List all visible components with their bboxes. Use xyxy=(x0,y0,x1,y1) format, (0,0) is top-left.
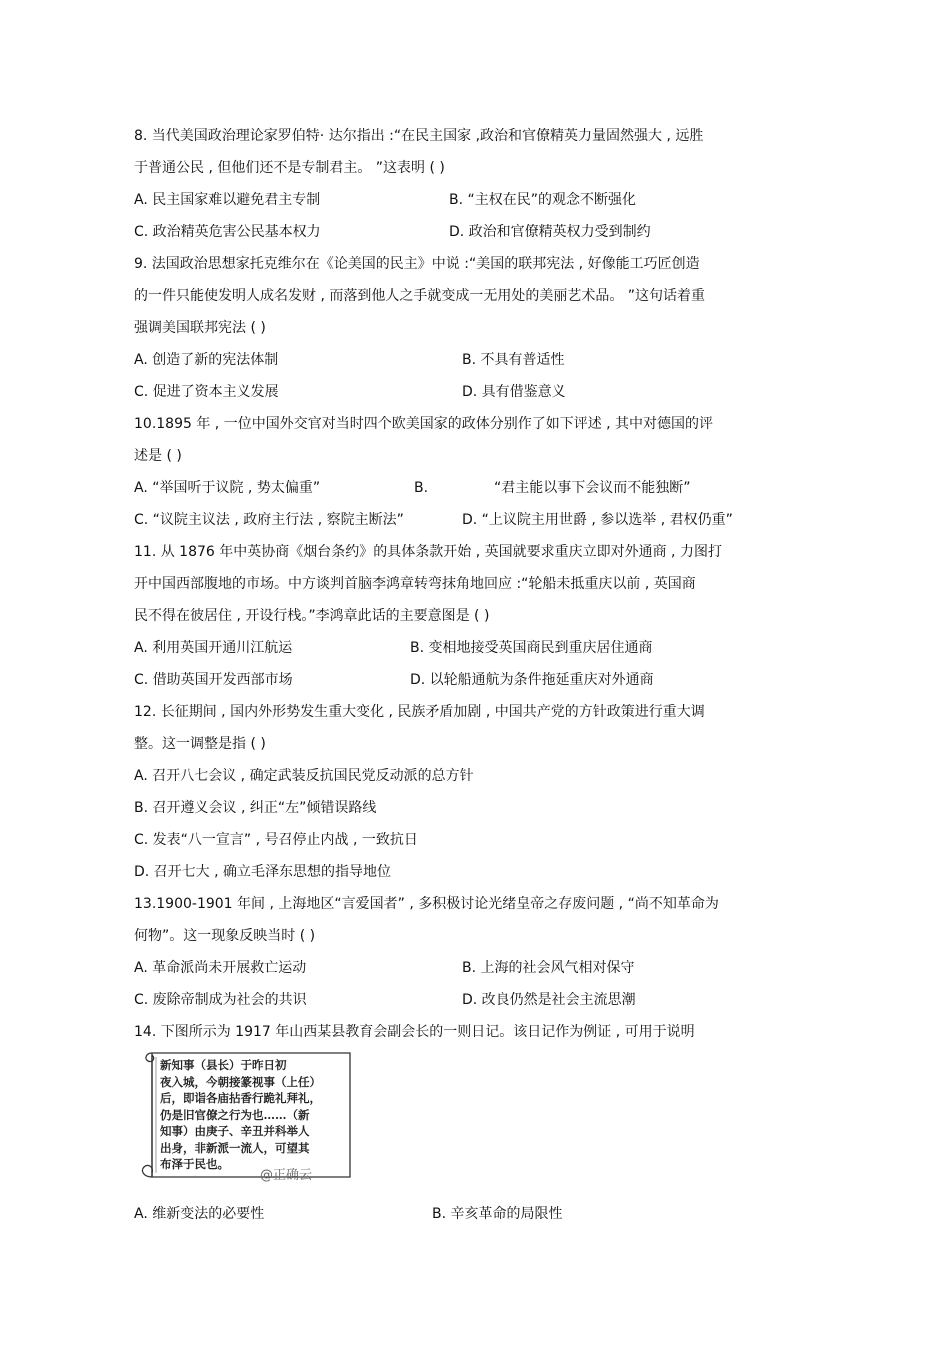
q13-option-d: D. 改良仍然是社会主流思潮 xyxy=(462,992,636,1008)
q8-option-d: D. 政治和官僚精英权力受到制约 xyxy=(449,224,651,240)
q11-stem-line1: 11. 从 1876 年中英协商《烟台条约》的具体条款开始 , 英国就要求重庆立即对外通商 , 力图打 xyxy=(134,544,722,560)
q10-option-b: B. xyxy=(414,480,429,496)
q13-stem-line1: 13.1900-1901 年间 , 上海地区“言爱国者” , 多积极讨论光绪皇帝之存废问题 , “尚不知革命为 xyxy=(134,896,719,912)
q14-option-b: B. 辛亥革命的局限性 xyxy=(432,1206,563,1222)
q12-stem-line1: 12. 长征期间 , 国内外形势发生重大变化 , 民族矛盾加剧 , 中国共产党的方针政策进行重大调 xyxy=(134,704,705,720)
diary-line: 布泽于民也。 xyxy=(160,1157,229,1171)
q11-stem-line3: 民不得在彼居住 , 开设行栈。”李鸿章此话的主要意图是 ( ) xyxy=(134,608,490,624)
diary-line: 出身，非新派一流人，可望其 xyxy=(160,1140,310,1155)
diary-text xyxy=(160,1057,350,1173)
diary-line: 知事）由庚子、辛丑并科举人 xyxy=(160,1124,310,1138)
q9-option-d: D. 具有借鉴意义 xyxy=(462,384,566,400)
q10-option-c: C. “议院主议法 , 政府主行法 , 察院主断法” xyxy=(134,512,404,528)
q11-option-b: B. 变相地接受英国商民到重庆居住通商 xyxy=(410,640,653,656)
diary-line: 夜入城，今朝接篆视事（上任） xyxy=(160,1074,321,1089)
q12-option-d: D. 召开七大 , 确立毛泽东思想的指导地位 xyxy=(134,864,392,880)
q10-option-b-text: “君主能以事下会议而不能独断” xyxy=(494,480,691,496)
q11-option-a: A. 利用英国开通川江航运 xyxy=(134,640,293,656)
diary-line: 新知事（县长）于昨日初 xyxy=(160,1058,287,1072)
q10-option-d: D. “上议院主用世爵 , 参以选举 , 君权仍重” xyxy=(462,512,733,528)
q10-stem-line1: 10.1895 年 , 一位中国外交官对当时四个欧美国家的政体分别作了如下评述 , 其中对德国的评 xyxy=(134,416,714,432)
q12-option-c: C. 发表“八一宣言” , 号召停止内战 , 一致抗日 xyxy=(134,832,418,848)
q8-option-a: A. 民主国家难以避免君主专制 xyxy=(134,192,321,208)
q9-stem-line1: 9. 法国政治思想家托克维尔在《论美国的民主》中说 :“美国的联邦宪法 , 好像能工巧匠创造 xyxy=(134,256,700,272)
q12-option-a: A. 召开八七会议 , 确定武装反抗国民党反动派的总方针 xyxy=(134,768,474,784)
diary-line: 仍是旧官僚之行为也……（新 xyxy=(160,1107,310,1122)
q13-option-b: B. 上海的社会风气相对保守 xyxy=(462,960,635,976)
q9-option-c: C. 促进了资本主义发展 xyxy=(134,384,279,400)
q8-option-c: C. 政治精英危害公民基本权力 xyxy=(134,224,321,240)
q8-option-b: B. “主权在民”的观念不断强化 xyxy=(449,192,637,208)
q14-stem-line1: 14. 下图所示为 1917 年山西某县教育会副会长的一则日记。该日记作为例证 , 可用于说明 xyxy=(134,1024,695,1040)
q9-option-b: B. 不具有普适性 xyxy=(462,352,565,368)
diary-line: 后，即诣各庙拈香行跪礼拜礼， xyxy=(160,1091,321,1105)
q10-option-a: A. “举国听于议院 , 势太偏重” xyxy=(134,480,321,496)
q14-option-a: A. 维新变法的必要性 xyxy=(134,1206,265,1222)
q8-stem-line1: 8. 当代美国政治理论家罗伯特· 达尔指出 :“在民主国家 ,政治和官僚精英力量固然强大 , 远胜 xyxy=(134,128,704,144)
q11-option-c: C. 借助英国开发西部市场 xyxy=(134,672,293,688)
q8-stem-line2: 于普通公民 , 但他们还不是专制君主。 ”这表明 ( ) xyxy=(134,160,445,176)
q10-stem-line2: 述是 ( ) xyxy=(134,448,182,464)
watermark: @正确云 xyxy=(260,1168,313,1183)
q11-option-d: D. 以轮船通航为条件拖延重庆对外通商 xyxy=(410,672,654,688)
q9-option-a: A. 创造了新的宪法体制 xyxy=(134,352,279,368)
q9-stem-line3: 强调美国联邦宪法 ( ) xyxy=(134,320,266,336)
q9-stem-line2: 的一件只能使发明人成名发财 , 而落到他人之手就变成一无用处的美丽艺术品。 ”这句话着重 xyxy=(134,288,706,304)
diary-scroll-image xyxy=(138,1047,354,1185)
q12-stem-line2: 整。这一调整是指 ( ) xyxy=(134,736,266,752)
q13-option-c: C. 废除帝制成为社会的共识 xyxy=(134,992,307,1008)
q11-stem-line2: 开中国西部腹地的市场。中方谈判首脑李鸿章转弯抹角地回应 :“轮船未抵重庆以前 , 英国商 xyxy=(134,576,696,592)
q13-stem-line2: 何物”。这一现象反映当时 ( ) xyxy=(134,928,316,944)
q13-option-a: A. 革命派尚未开展救亡运动 xyxy=(134,960,307,976)
q12-option-b: B. 召开遵义会议 , 纠正“左”倾错误路线 xyxy=(134,800,377,816)
